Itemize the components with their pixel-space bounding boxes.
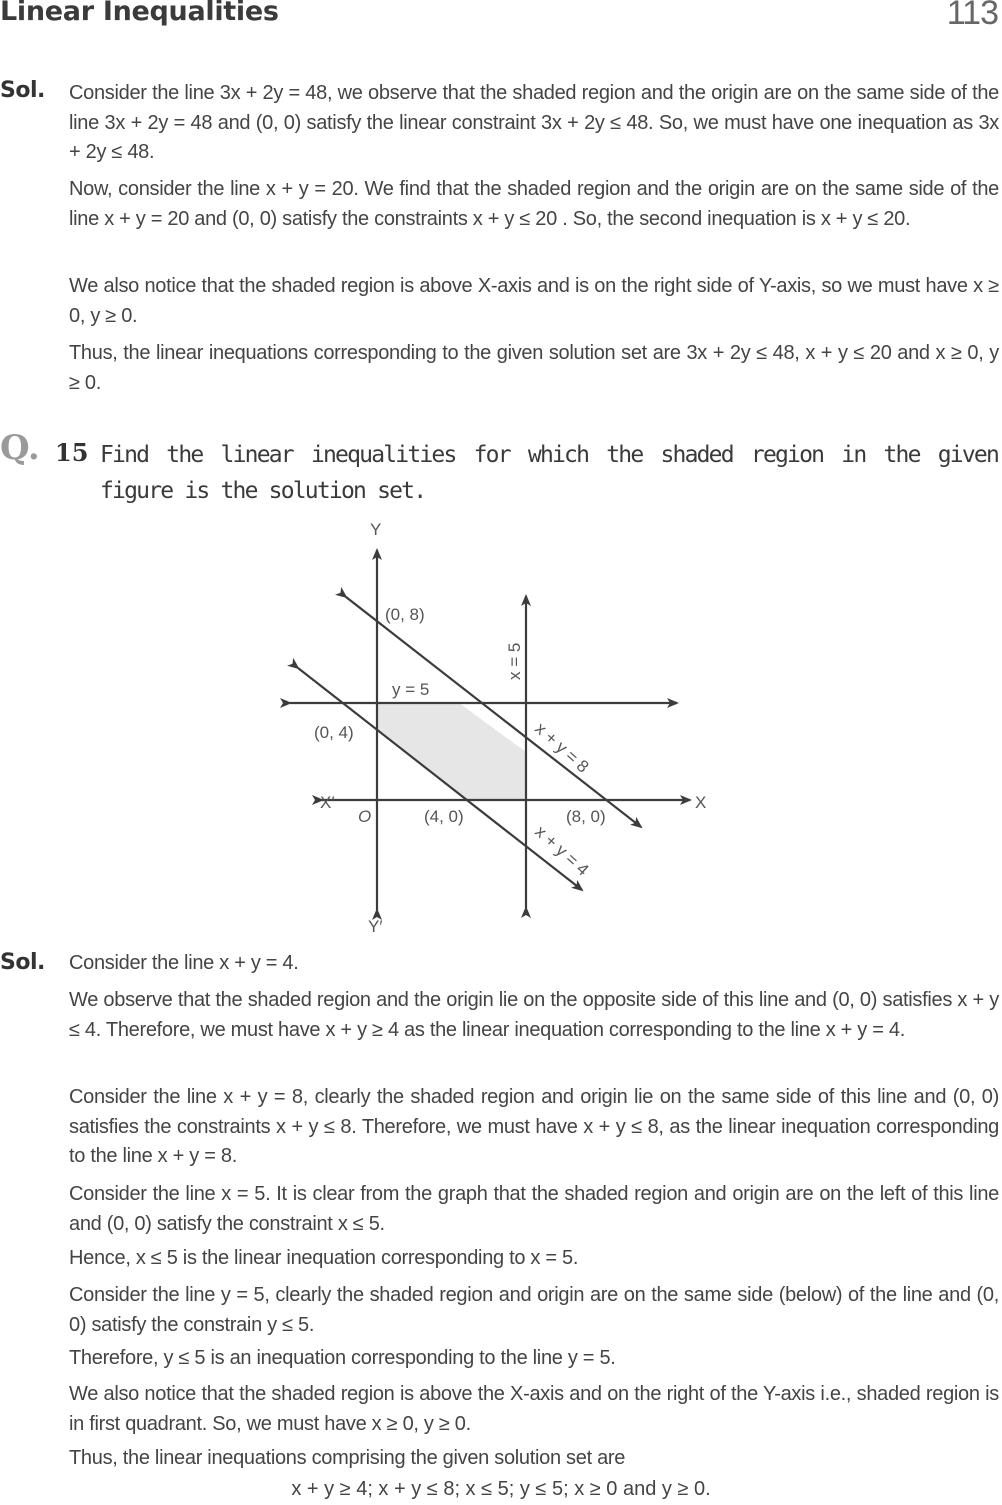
paragraph: Therefore, y ≤ 5 is an inequation corresponding to the line y = 5. xyxy=(69,1347,616,1369)
label-x-neg: X′ xyxy=(320,793,335,812)
final-answer: x + y ≥ 4; x + y ≤ 8; x ≤ 5; y ≤ 5; x ≥ 0 and y ≥ 0. xyxy=(291,1478,711,1500)
label-x-plus-y-8: x + y = 8 xyxy=(531,718,593,777)
paragraph: Consider the line x = 5. It is clear from the graph that the shaded region and origin are on the left of this line and (0, 0) satisfy the constraint x ≤ 5. xyxy=(69,1183,999,1235)
question-marker: Q. xyxy=(0,428,40,468)
question-text: Find the linear inequalities for which the shaded region in the given figure is the solution set. xyxy=(100,442,998,504)
label-x-axis: X xyxy=(695,793,707,812)
paragraph: Thus, the linear inequations corresponding to the given solution set are 3x + 2y ≤ 48, x + y ≤ 20 and x ≥ 0, y ≥ 0. xyxy=(69,342,999,394)
paragraph: Consider the line x + y = 8, clearly the shaded region and origin lie on the same side of this line and (0, 0) satisfies the constraints x + y ≤ 8. Therefore, we must have x + y ≤ 8, as the linear inequation corresponding to the line x + y = 8. xyxy=(69,1086,999,1167)
label-y-5: y = 5 xyxy=(392,680,430,699)
paragraph: We observe that the shaded region and the origin lie on the opposite side of this line and (0, 0) satisfies x + y ≤ 4. Therefore, we must have x + y ≥ 4 as the linear inequation corresponding to the line x + y = 4. xyxy=(69,989,999,1041)
paragraph: Consider the line 3x + 2y = 48, we observe that the shaded region and the origin are on the same side of the line 3x + 2y = 48 and (0, 0) satisfy the linear constraint 3x + 2y ≤ 48. So, we must have one inequation as 3x + 2y ≤ 48. xyxy=(69,82,999,163)
paragraph: We also notice that the shaded region is above the X-axis and on the right of the Y-axis i.e., shaded region is in first quadrant. So, we must have x ≥ 0, y ≥ 0. xyxy=(69,1383,999,1435)
shaded-region xyxy=(377,703,526,800)
page-number: 113 xyxy=(946,0,998,32)
label-origin: O xyxy=(358,807,372,826)
label-point-8-0: (8, 0) xyxy=(566,807,606,826)
sol-label: Sol. xyxy=(0,78,45,103)
label-point-4-0: (4, 0) xyxy=(424,807,464,826)
paragraph: Consider the line y = 5, clearly the shaded region and origin are on the same side (below) of the line and (0, 0) satisfy the constrain y ≤ 5. xyxy=(69,1284,999,1336)
paragraph: Consider the line x + y = 4. xyxy=(69,952,299,974)
chapter-title: Linear Inequalities xyxy=(0,0,279,27)
label-y-neg: Y′ xyxy=(368,917,383,936)
label-x-5: x = 5 xyxy=(505,642,524,680)
question-number: 15 xyxy=(55,438,89,467)
line-x-plus-y-4 xyxy=(298,668,582,890)
paragraph: Now, consider the line x + y = 20. We find that the shaded region and the origin are on the same side of the line x + y = 20 and (0, 0) satisfy the constraints x + y ≤ 20 . So, the second inequation is x + y ≤ 20. xyxy=(69,178,999,230)
label-y-axis: Y xyxy=(370,520,382,539)
sol-label: Sol. xyxy=(0,950,45,975)
label-x-plus-y-4: x + y = 4 xyxy=(531,821,593,880)
paragraph: Thus, the linear inequations comprising the given solution set are xyxy=(69,1447,626,1469)
paragraph: We also notice that the shaded region is above X-axis and is on the right side of Y-axis, so we must have x ≥ 0, y ≥ 0. xyxy=(69,275,999,327)
paragraph: Hence, x ≤ 5 is the linear inequation corresponding to x = 5. xyxy=(69,1247,579,1269)
label-point-0-4: (0, 4) xyxy=(314,723,354,742)
label-point-0-8: (0, 8) xyxy=(385,605,425,624)
